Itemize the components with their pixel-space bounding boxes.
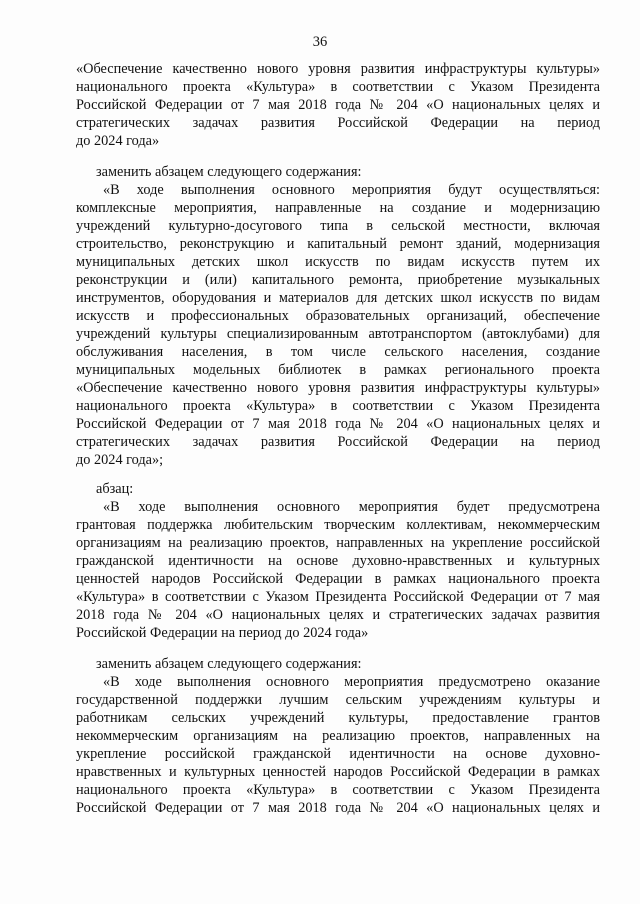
text-line: «В ходе выполнения основного мероприятия будет предусмотрена: [103, 499, 600, 515]
page-number: 36: [312, 34, 328, 50]
text-line: учреждений культурно-досугового типа в сельской местности, включая: [76, 218, 600, 234]
text-line: до 2024 года»: [76, 133, 160, 149]
text-line: строительство, реконструкцию и капитальный ремонт зданий, модернизация: [76, 236, 600, 252]
text-line: некоммерческим организациям на реализацию проектов, направленных на: [76, 728, 600, 744]
text-line: до 2024 года»;: [76, 452, 164, 468]
text-line: стратегических задачах развития Российской Федерации на период: [76, 115, 600, 131]
text-line: грантовая поддержка любительским творческим коллективам, некоммерческим: [76, 517, 600, 533]
text-line: муниципальных детских школ искусств по видам искусств путем их: [76, 254, 600, 270]
text-line: нравственных и культурных ценностей народов Российской Федерации в рамках: [76, 764, 600, 780]
text-line: комплексные мероприятия, направленные на создание и модернизацию: [76, 200, 600, 216]
text-line: национального проекта «Культура» в соответствии с Указом Президента: [76, 782, 600, 798]
text-line: «Обеспечение качественно нового уровня развития инфраструктуры культуры»: [76, 61, 600, 77]
text-line: организациям на реализацию проектов, направленных на укрепление российской: [76, 535, 600, 551]
text-line: гражданской идентичности на основе духовно-нравственных и культурных: [76, 553, 600, 569]
text-line: Российской Федерации от 7 мая 2018 года № 204 «О национальных целях и: [76, 416, 600, 432]
text-line: национального проекта «Культура» в соответствии с Указом Президента: [76, 398, 600, 414]
text-line: «В ходе выполнения основного мероприятия предусмотрено оказание: [103, 674, 600, 690]
text-line: «Обеспечение качественно нового уровня развития инфраструктуры культуры»: [76, 380, 600, 396]
instruction-line: заменить абзацем следующего содержания:: [96, 164, 362, 180]
text-line: работникам сельских учреждений культуры, предоставление грантов: [76, 710, 600, 726]
text-line: «Культура» в соответствии с Указом Президента Российской Федерации от 7 мая: [76, 589, 600, 605]
text-line: Российской Федерации на период до 2024 года»: [76, 625, 369, 641]
text-line: реконструкции и (или) капитального ремонта, приобретение музыкальных: [76, 272, 600, 288]
text-line: ценностей народов Российской Федерации в рамках национального проекта: [76, 571, 600, 587]
text-line: стратегических задачах развития Российской Федерации на период: [76, 434, 600, 450]
text-line: государственной поддержки лучшим сельским учреждениям культуры и: [76, 692, 600, 708]
text-line: 2018 года № 204 «О национальных целях и стратегических задачах развития: [76, 607, 600, 623]
text-line: «В ходе выполнения основного мероприятия будут осуществляться:: [103, 182, 600, 198]
text-line: учреждений культуры специализированным автотранспортом (автоклубами) для: [76, 326, 600, 342]
text-line: Российской Федерации от 7 мая 2018 года № 204 «О национальных целях и: [76, 97, 600, 113]
text-line: искусств и профессиональных образовательных организаций, обеспечение: [76, 308, 600, 324]
text-line: укрепление российской гражданской идентичности на основе духовно-: [76, 746, 600, 762]
instruction-line: заменить абзацем следующего содержания:: [96, 656, 362, 672]
instruction-line: абзац:: [96, 481, 134, 497]
text-line: инструментов, оборудования и материалов для детских школ искусств по видам: [76, 290, 600, 306]
text-line: национального проекта «Культура» в соответствии с Указом Президента: [76, 79, 600, 95]
text-line: обслуживания населения, в том числе сельского населения, создание: [76, 344, 600, 360]
text-line: муниципальных модельных библиотек в рамках регионального проекта: [76, 362, 600, 378]
text-line: Российской Федерации от 7 мая 2018 года № 204 «О национальных целях и: [76, 800, 600, 816]
